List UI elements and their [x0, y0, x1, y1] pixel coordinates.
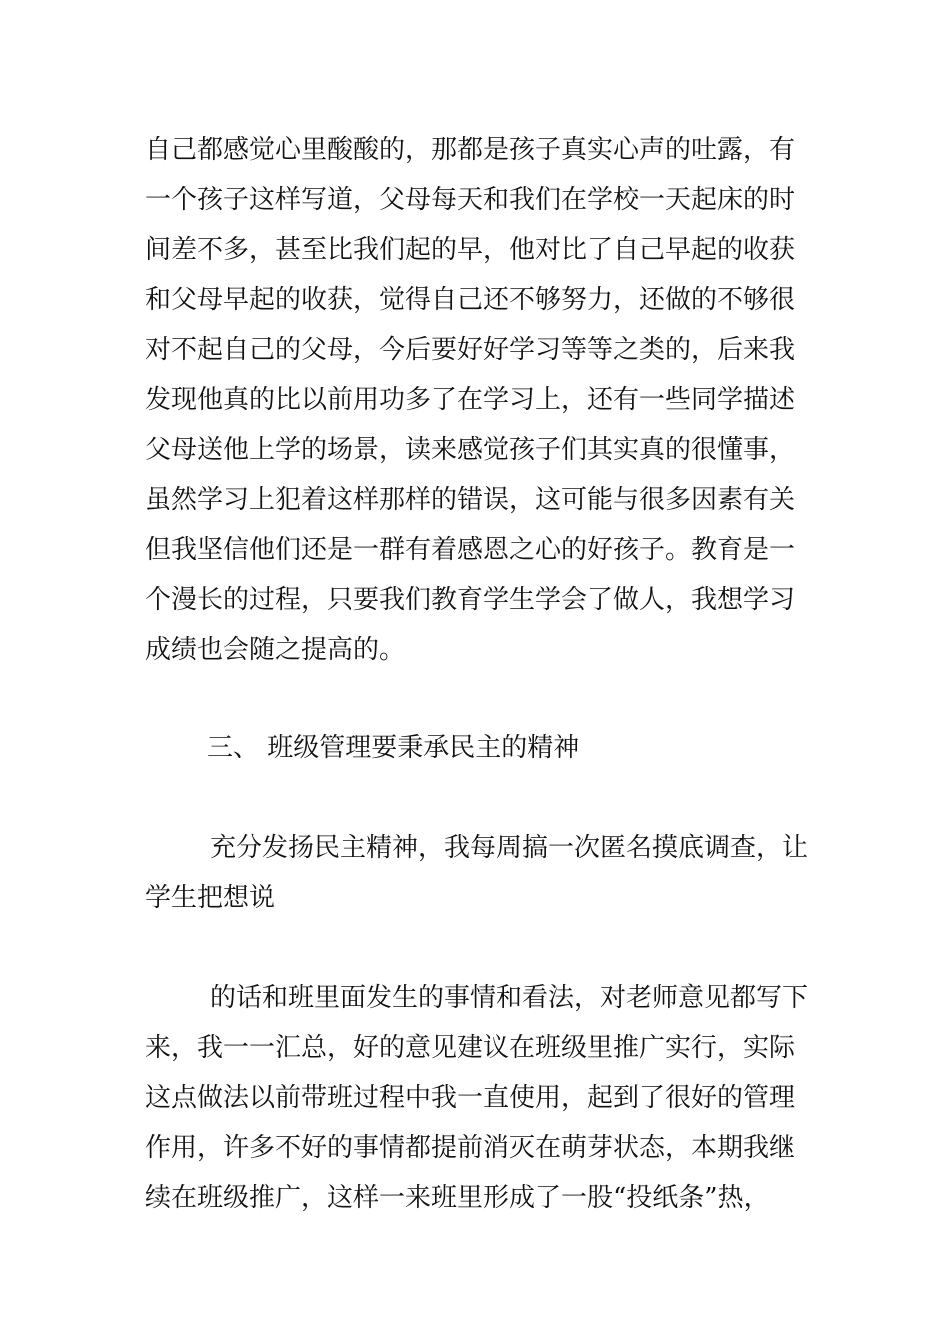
text-line: 自己都感觉心里酸酸的，那都是孩子真实心声的吐露，有: [145, 135, 796, 165]
section-heading: 三、 班级管理要秉承民主的精神: [207, 733, 580, 763]
text-line: 这点做法以前带班过程中我一直使用，起到了很好的管理: [145, 1083, 796, 1113]
text-line: 成绩也会随之提高的。: [145, 635, 406, 665]
text-line: 和父母早起的收获，觉得自己还不够努力，还做的不够很: [145, 285, 796, 315]
text-line: 但我坚信他们还是一群有着感恩之心的好孩子。教育是一: [145, 535, 796, 565]
text-line: 来，我一一汇总，好的意见建议在班级里推广实行，实际: [145, 1033, 796, 1063]
text-line: 对不起自己的父母，今后要好好学习等等之类的，后来我: [145, 335, 796, 365]
text-line: 学生把想说: [145, 883, 276, 913]
text-line: 父母送他上学的场景，读来感觉孩子们其实真的很懂事，: [145, 435, 796, 465]
text-line: 作用，许多不好的事情都提前消灭在萌芽状态，本期我继: [145, 1133, 796, 1163]
text-line: 续在班级推广，这样一来班里形成了一股“投纸条”热，: [145, 1183, 770, 1213]
text-line: 的话和班里面发生的事情和看法，对老师意见都写下: [210, 983, 809, 1013]
text-line: 发现他真的比以前用功多了在学习上，还有一些同学描述: [145, 385, 796, 415]
text-line: 一个孩子这样写道，父母每天和我们在学校一天起床的时: [145, 185, 796, 215]
text-line: 充分发扬民主精神，我每周搞一次匿名摸底调查，让: [210, 833, 809, 863]
text-line: 个漫长的过程，只要我们教育学生学会了做人，我想学习: [145, 585, 796, 615]
text-line: 虽然学习上犯着这样那样的错误，这可能与很多因素有关: [145, 485, 796, 515]
text-line: 间差不多，甚至比我们起的早，他对比了自己早起的收获: [145, 235, 796, 265]
